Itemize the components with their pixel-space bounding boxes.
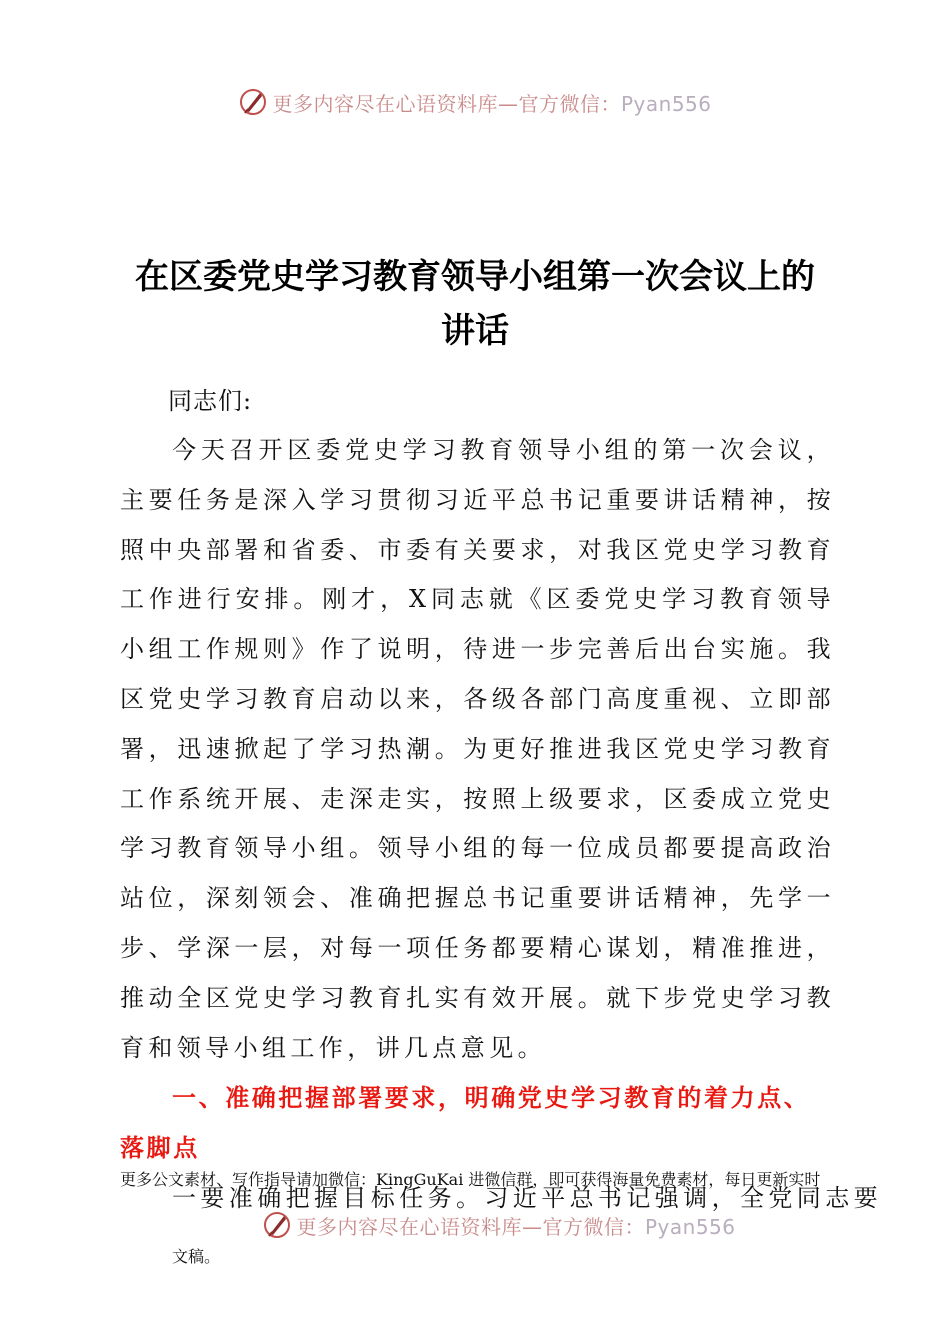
paragraph-intro: 今天召开区委党史学习教育领导小组的第一次会议，主要任务是深入学习贯彻习近平总书记重要讲话精神，按照中央部署和省委、市委有关要求，对我区党史学习教育工作进行安排。刚才，X同志就《区委党史学习教育领导小组工作规则》作了说明，待进一步完善后出台实施。我区党史学习教育启动以来，各级各部门高度重视、立即部署，迅速掀起了学习热潮。为更好推进我区党史学习教育工作系统开展、走深走实，按照上级要求，区委成立党史学习教育领导小组。领导小组的每一位成员都要提高政治站位，深刻领会、准确把握总书记重要讲话精神，先学一步、学深一层，对每一项任务都要精心谋划，精准推进，推动全区党史学习教育扎实有效开展。就下步党史学习教育和领导小组工作，讲几点意见。 [120, 436, 835, 1062]
footer-note: 更多公文素材、写作指导请加微信：KingGuKai 进微信群，即可获得海量免费素材，每日更新实时 [120, 1170, 821, 1189]
quill-logo-icon [262, 1210, 292, 1240]
top-watermark [0, 82, 950, 122]
quill-logo-icon [238, 87, 268, 117]
document-body [120, 376, 882, 1223]
section-heading-1: 一、准确把握部署要求，明确党史学习教育的着力点、落脚点 [120, 1084, 811, 1163]
bottom-watermark [24, 1205, 950, 1245]
watermark-text: 更多内容尽在心语资料库—官方微信：Pyan556 [272, 91, 712, 116]
document-title [0, 250, 950, 358]
title-line-1: 在区委党史学习教育领导小组第一次会议上的 [135, 257, 815, 297]
footer-tail: 文稿。 [172, 1247, 221, 1266]
watermark-text: 更多内容尽在心语资料库—官方微信：Pyan556 [296, 1214, 736, 1239]
title-line-2: 讲话 [441, 311, 509, 351]
paragraph-section-1: 一要准确把握目标任务。习近平总书记强调，全党同志要 [172, 1184, 882, 1213]
salutation: 同志们: [168, 387, 253, 415]
